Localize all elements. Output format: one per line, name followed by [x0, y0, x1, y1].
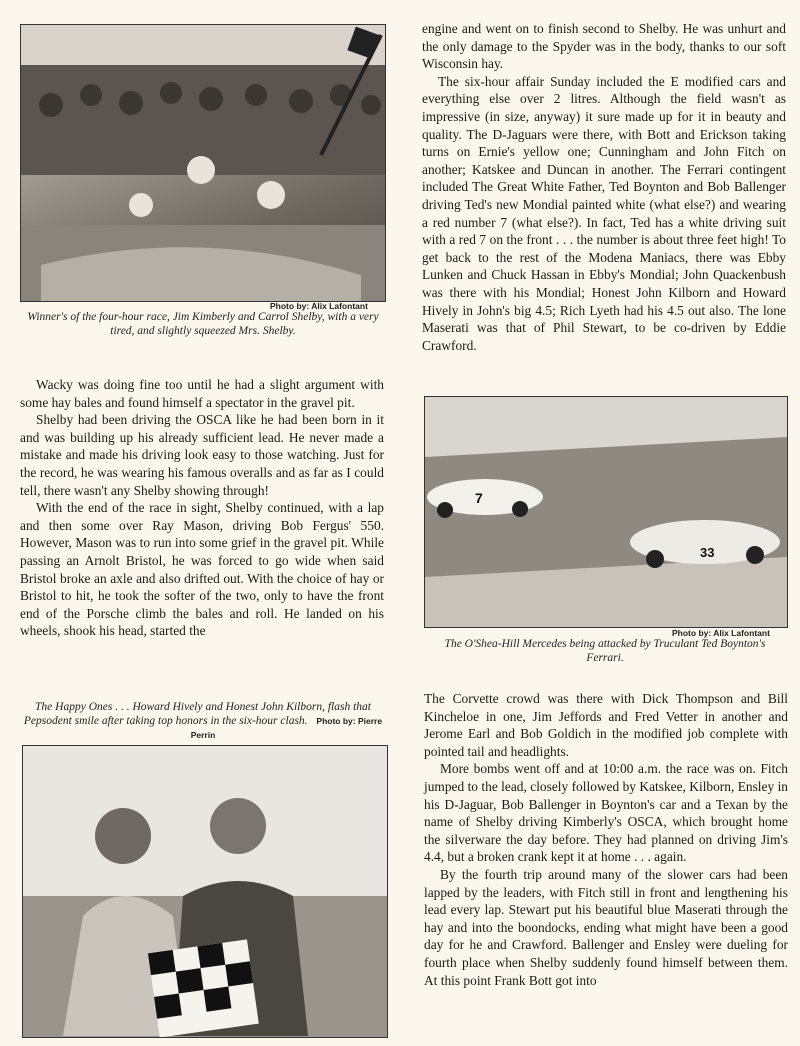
photo-credit-3: Photo by: Pierre Perrin: [190, 716, 383, 740]
race-winners-photo: [20, 24, 386, 302]
happy-drivers-illustration: [23, 746, 387, 1037]
paragraph: By the fourth trip around many of the slower cars had been lapped by the leaders, with Fitch still in front and lengthening his lead every lap. Stewart put his beautiful blue Maserati through the hay and into the boondocks, ending what might have been a good day for he and Crawford. Ballenger and Ensley were dueling for fourth place when Shelby suddenly found himself between them. At this point Frank Bott got into: [424, 866, 788, 988]
continued-paragraph: engine and went on to finish second to Shelby. He was unhurt and the only damage to the Spyder was in the body, thanks to our soft Wisconsin hay.: [422, 21, 786, 72]
race-winners-illustration: [21, 25, 385, 301]
photo-credit-2: Photo by: Alix Lafontant: [672, 628, 770, 638]
photo-caption-2: The O'Shea-Hill Mercedes being attacked by Truculant Ted Boynton's Ferrari.: [444, 638, 766, 664]
svg-text:33: 33: [700, 545, 715, 560]
right-column-top-text: [422, 20, 786, 354]
right-column-bottom-text: [424, 690, 788, 989]
racing-cars-photo: [424, 396, 788, 628]
continued-paragraph: The Corvette crowd was there with Dick Thompson and Bill Kincheloe in one, Jim Jeffords and Fred Vetter in another and Jerome Earl and Bob Goldich in the modified job complete with pointed tail and headlights.: [424, 691, 788, 759]
photo-caption-3: The Happy Ones . . . Howard Hively and Honest John Kilborn, flash that Pepsodent smile after taking top honors in the six-hour clash. Photo by: Pierre Perrin: [23, 701, 383, 740]
left-column-text: [20, 376, 384, 640]
svg-text:7: 7: [475, 490, 483, 506]
paragraph: More bombs went off and at 10:00 a.m. the race was on. Fitch jumped to the lead, closely followed by Katskee, Kilborn, Ensley in his D-Jaguar, Bob Ballenger in Boynton's car and a Texan by the name of Shelby driving Kimberly's OSCA, which brought home the silverware the day before. They had planned on driving Jim's 4.4, but a broken crank kept it at home . . . again.: [424, 761, 788, 865]
paragraph: With the end of the race in sight, Shelby continued, with a lap and then some over Ray Mason, driving Bob Fergus' 550. However, Mason was to run into some grief in the gravel pit. While passing an Arnolt Bristol, he was forced to go wide when said Bristol broke an axle and also drifted out. With the choice of hay or Bristol to hit, he took the softer of the two, only to have the front end of the Porsche climb the bales and roll. He landed on his wheels, shook his head, started the: [20, 500, 384, 639]
photo-credit-1: Photo by: Alix Lafontant: [270, 301, 368, 311]
racing-cars-illustration: [425, 397, 787, 627]
paragraph: The six-hour affair Sunday included the E modified cars and everything else over 2 litres. Although the field wasn't as impressive (in size, anyway) it sure made up for it in beauty and quality. The D-Jaguars were there, with Bott and Erickson taking turns on Ernie's yellow one; Cunningham and John Fitch on another; Katskee and Duncan in another. The Ferrari contingent included The Great White Father, Ted Boynton and Bob Ballenger driving Ted's new Mondial painted white (what else?) and wearing a red number 7 (what else?). In fact, Ted has a white driving suit with a red 7 on the front . . . the number is about three feet high! To get back to the rest of the Modena Maniacs, there was Ebby Lunken and Chuck Hassan in Ebby's Mondial; John Quackenbush was there with his Mondial; Honest John Kilborn and Howard Hively in John's big 4.5; Rich Lyeth had his 4.5 out also. The lone Maserati was that of Phil Stewart, to be co-driven by Eddie Crawford.: [422, 73, 786, 353]
photo-caption-1: Winner's of the four-hour race, Jim Kimberly and Carrol Shelby, with a very tired, and slightly squeezed Mrs. Shelby.: [27, 311, 379, 337]
paragraph: Shelby had been driving the OSCA like he had been born in it and was building up his already sufficient lead. He never made a mistake and made his driving look easy to those watching. Just for the record, he was wearing his famous overalls and as far as I could tell, there wasn't any Shelby showing through!: [20, 412, 384, 498]
happy-drivers-photo: [22, 745, 388, 1038]
paragraph: Wacky was doing fine too until he had a slight argument with some hay bales and found himself a spectator in the gravel pit.: [20, 377, 384, 410]
